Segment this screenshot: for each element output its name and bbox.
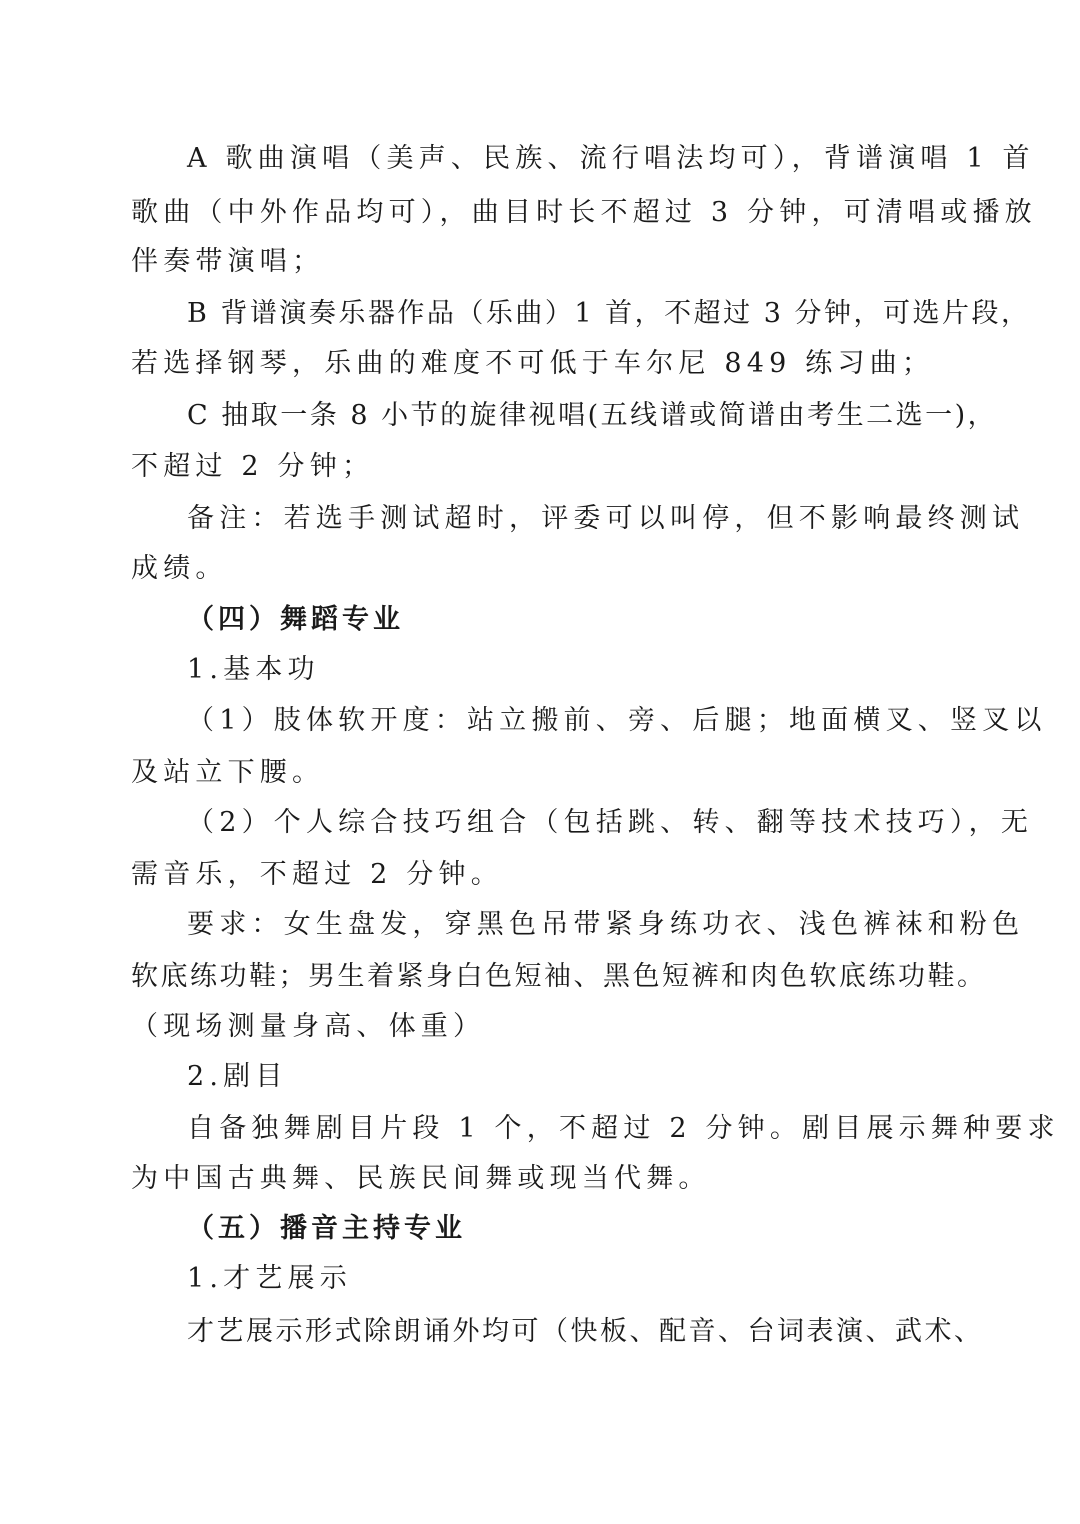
paragraph-line: 备注：若选手测试超时，评委可以叫停，但不影响最终测试 (187, 503, 1025, 534)
paragraph-line: 歌曲（中外作品均可），曲目时长不超过 3 分钟，可清唱或播放 (131, 197, 1037, 228)
section-heading: （四）舞蹈专业 (187, 604, 404, 635)
paragraph-line: 自备独舞剧目片段 1 个，不超过 2 分钟。剧目展示舞种要求 (187, 1113, 1060, 1144)
paragraph-line: （现场测量身高、体重） (131, 1011, 486, 1042)
paragraph-line: 伴奏带演唱； (131, 246, 325, 277)
paragraph-line: 不超过 2 分钟； (131, 451, 375, 482)
paragraph-line: 成绩。 (131, 553, 228, 584)
paragraph-line: 软底练功鞋；男生着紧身白色短袖、黑色短裤和肉色软底练功鞋。 (131, 961, 987, 992)
paragraph-line: C 抽取一条 8 小节的旋律视唱(五线谱或简谱由考生二选一)， (187, 400, 998, 431)
subsection-heading: 1.基本功 (187, 654, 320, 685)
paragraph-line: B 背谱演奏乐器作品（乐曲）1 首，不超过 3 分钟，可选片段， (187, 298, 1031, 329)
paragraph-line: A 歌曲演唱（美声、民族、流行唱法均可），背谱演唱 1 首 (187, 143, 1035, 174)
section-heading: （五）播音主持专业 (187, 1213, 466, 1244)
paragraph-line: 为中国古典舞、民族民间舞或现当代舞。 (131, 1163, 711, 1194)
paragraph-line: 要求：女生盘发，穿黑色吊带紧身练功衣、浅色裤袜和粉色 (187, 909, 1025, 940)
subsection-heading: 2.剧目 (187, 1061, 288, 1092)
paragraph-line: （1）肢体软开度：站立搬前、旁、后腿；地面横叉、竖叉以 (187, 705, 1047, 736)
paragraph-line: （2）个人综合技巧组合（包括跳、转、翻等技术技巧），无 (187, 807, 1034, 838)
paragraph-line: 若选择钢琴，乐曲的难度不可低于车尔尼 849 练习曲； (131, 348, 935, 379)
paragraph-line: 才艺展示形式除朗诵外均可（快板、配音、台词表演、武术、 (187, 1316, 984, 1347)
paragraph-line: 需音乐，不超过 2 分钟。 (131, 859, 503, 890)
paragraph-line: 及站立下腰。 (131, 757, 325, 788)
subsection-heading: 1.才艺展示 (187, 1263, 352, 1294)
